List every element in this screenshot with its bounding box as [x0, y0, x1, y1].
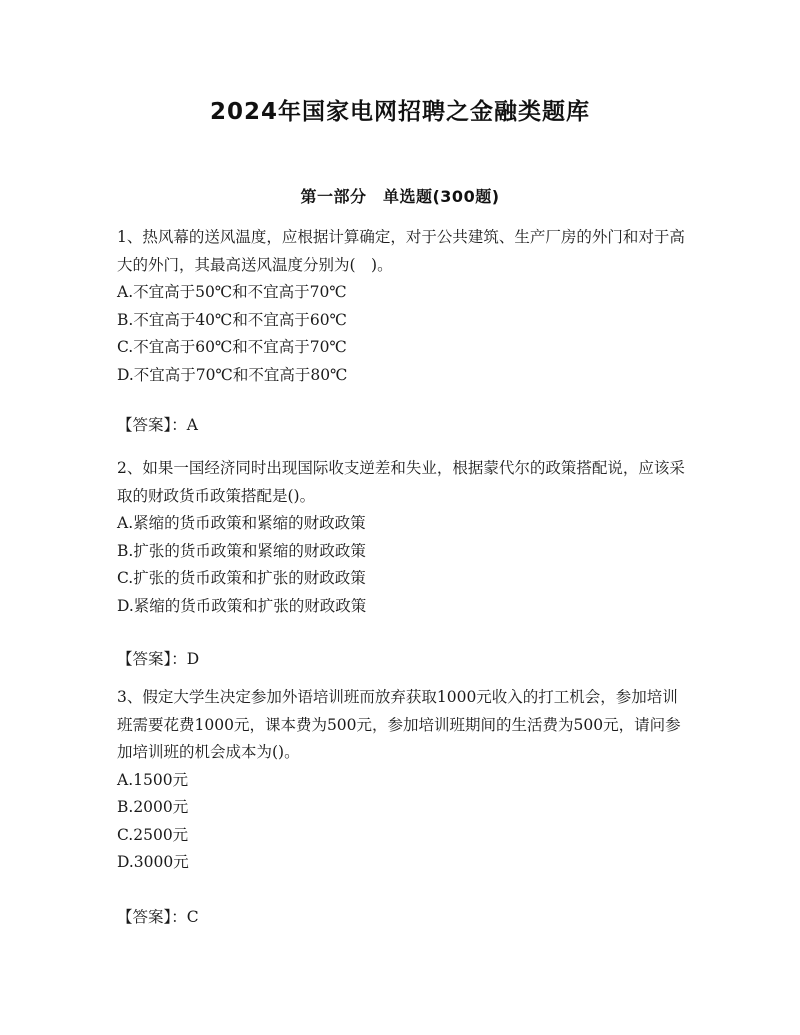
option-b: B.扩张的货币政策和紧缩的财政政策: [117, 541, 366, 560]
option-d: D.不宜高于70℃和不宜高于80℃: [117, 365, 348, 384]
option-a: A.紧缩的货币政策和紧缩的财政政策: [117, 514, 366, 532]
answer-text: 【答案】：D: [117, 650, 200, 668]
option-a: A.1500元: [117, 770, 189, 789]
option-b: B.2000元: [117, 798, 189, 816]
section-title: 第一部分 单选题(300题): [300, 187, 500, 206]
document-title: 2024年国家电网招聘之金融类题库: [209, 99, 590, 125]
answer-1: [117, 412, 687, 440]
question-text: 2、如果一国经济同时出现国际收支逆差和失业，根据蒙代尔的政策搭配说，应该采取的财政货币政策搭配是()。: [117, 459, 685, 505]
question-block-3: [117, 684, 687, 877]
answer-text: 【答案】：C: [117, 908, 199, 926]
question-block-2: [117, 455, 687, 620]
option-c: C.2500元: [117, 825, 189, 844]
answer-text: 【答案】：A: [117, 416, 198, 434]
option-a: A.不宜高于50℃和不宜高于70℃: [117, 283, 347, 301]
option-c: C.扩张的货币政策和扩张的财政政策: [117, 569, 366, 587]
option-d: D.紧缩的货币政策和扩张的财政政策: [117, 596, 367, 615]
option-c: C.不宜高于60℃和不宜高于70℃: [117, 338, 347, 356]
answer-3: [117, 904, 687, 932]
question-text: 3、假定大学生决定参加外语培训班而放弃获取1000元收入的打工机会，参加培训班需要花费1000元，课本费为500元，参加培训班期间的生活费为500元，请问参加培训班的机会成本为()。: [117, 688, 681, 761]
answer-2: [117, 646, 687, 674]
option-d: D.3000元: [117, 853, 189, 871]
question-text: 1、热风幕的送风温度，应根据计算确定，对于公共建筑、生产厂房的外门和对于高大的外门，其最高送风温度分别为( )。: [117, 228, 685, 274]
question-block-1: [117, 224, 687, 389]
option-b: B.不宜高于40℃和不宜高于60℃: [117, 310, 347, 329]
